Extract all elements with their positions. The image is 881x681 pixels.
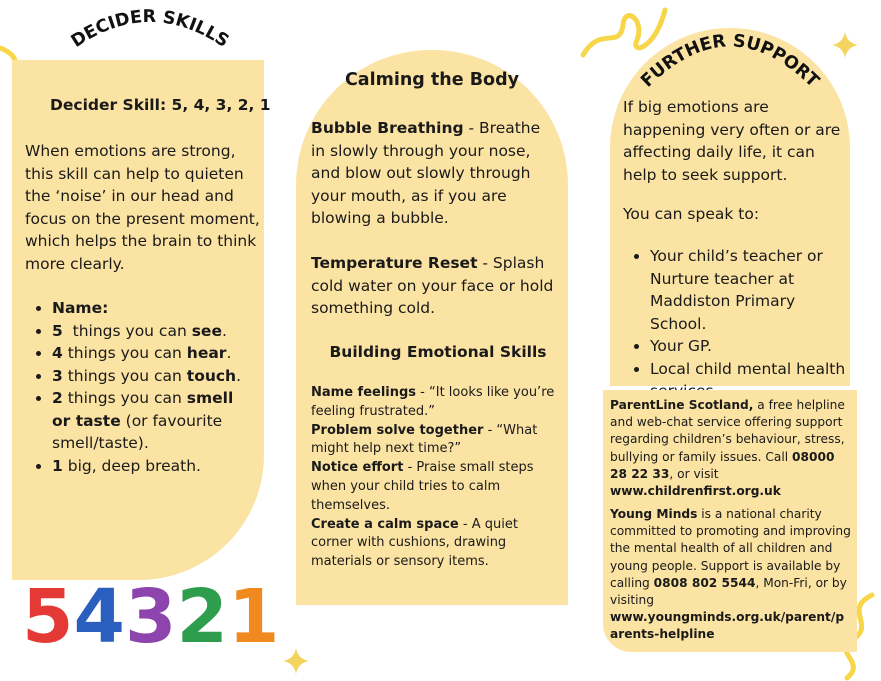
temperature-reset-text: Temperature Reset - Splash cold water on your face or hold something cold.	[311, 254, 554, 317]
svg-text:DECIDER SKILLS	[68, 7, 232, 52]
list-item: Problem solve together - “What might help next time?”	[311, 422, 538, 457]
sparkle-star-icon	[283, 648, 309, 674]
list-item: • 5 things you can see.	[52, 320, 252, 343]
list-item: • 4 things you can hear.	[52, 342, 252, 365]
list-item: Notice effort - Praise small steps when your child tries to calm themselves.	[311, 460, 534, 513]
contacts-list	[628, 245, 850, 403]
decider-skills-title: DECIDER SKILLS	[67, 6, 233, 52]
list-item: • Your GP.	[650, 335, 850, 358]
list-item: • 2 things you can smell or taste (or favourite smell/taste).	[52, 387, 252, 455]
list-item: Create a calm space - A quiet corner with cushions, drawing materials or sensory items.	[311, 516, 518, 570]
youngminds-text: Young Minds is a national charity committed to promoting and improving the mental health of all children and young people. Support is available by calling 0808 802 5544, Mon-Fri, or by visiting www.youngminds.org.uk/parent/parents-helpline	[610, 507, 851, 642]
list-item: Name feelings - “It looks like you’re feeling frustrated.”	[311, 385, 555, 419]
further-support-title: FURTHER SUPPORT	[637, 31, 823, 92]
list-item: • Your child’s teacher or Nurture teacher at Maddiston Primary School.	[650, 245, 850, 335]
list-item: • Name:	[52, 297, 252, 320]
decider-skill-list	[30, 297, 252, 477]
list-item: • 1 big, deep breath.	[52, 455, 252, 478]
bubble-breathing-text: Bubble Breathing - Breathe in slowly through your nose, and blow out slowly through your mouth, as if you are blowing a bubble.	[311, 119, 541, 227]
number-3: 3	[125, 574, 177, 660]
youngminds-link[interactable]: www.youngminds.org.uk/parent/parents-helpline	[610, 610, 845, 642]
parentline-text: ParentLine Scotland, a free helpline and web-chat service offering support regarding children’s behaviour, stress, bullying or family issues. Call 08000 28 22 33, or visit www.childrenfirst.org.uk	[610, 398, 845, 499]
number-2: 2	[176, 574, 228, 660]
number-5: 5	[22, 574, 74, 660]
svg-text:FURTHER SUPPORT	[637, 31, 822, 91]
decider-skill-subtitle: Decider Skill: 5, 4, 3, 2, 1	[50, 96, 271, 114]
parentline-link[interactable]: www.childrenfirst.org.uk	[610, 484, 781, 499]
decider-skill-intro: When emotions are strong, this skill can help to quieten the ‘noise’ in our head and focus on the present moment, which helps the brain to think more clearly.	[25, 142, 260, 273]
54321-colorful-numbers-logo	[22, 574, 280, 664]
calming-body-title: Calming the Body	[344, 70, 520, 90]
emotional-skills-list	[311, 384, 563, 572]
further-support-arc-title	[620, 14, 840, 104]
speak-to-label: You can speak to:	[623, 205, 760, 223]
decider-skills-arc-title	[40, 0, 260, 70]
further-support-intro: If big emotions are happening very often or are affecting daily life, it can help to seek support.	[623, 98, 841, 184]
list-item: • 3 things you can touch.	[52, 365, 252, 388]
number-1: 1	[228, 574, 280, 660]
list-item: • Local child mental health	[650, 358, 850, 403]
number-4: 4	[73, 574, 125, 660]
building-emotional-skills-title: Building Emotional Skills	[329, 343, 547, 361]
